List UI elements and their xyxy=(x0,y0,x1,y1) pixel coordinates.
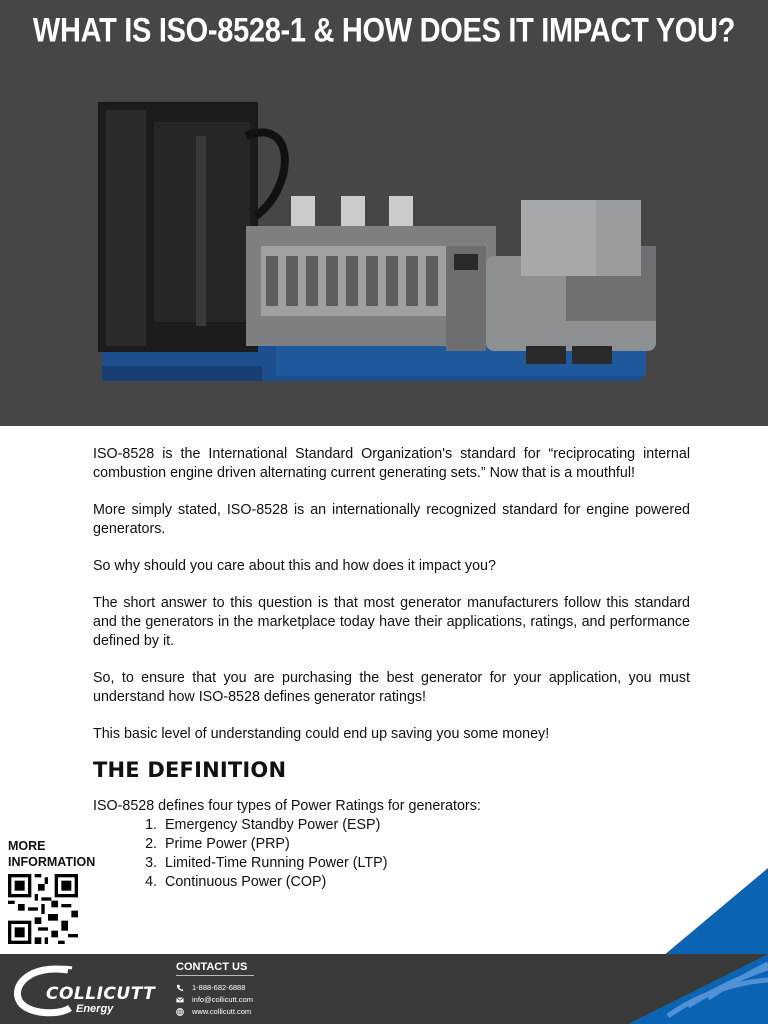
company-logo[interactable] xyxy=(10,962,160,1018)
list-item: 2. Prime Power (PRP) xyxy=(161,835,690,854)
contact-title: CONTACT US xyxy=(176,961,254,976)
logo-wordmark: COLLICUTT xyxy=(46,984,156,1004)
contact-block xyxy=(176,961,254,1018)
footer-bar xyxy=(0,954,768,1024)
envelope-icon xyxy=(176,996,184,1004)
contact-phone[interactable]: 1-888-682-6888 xyxy=(176,982,254,994)
intro-paragraph: More simply stated, ISO-8528 is an internationally recognized standard for engine powered generators. xyxy=(93,502,690,537)
phone-icon xyxy=(176,984,184,992)
intro-paragraph: The short answer to this question is that most generator manufacturers follow this standard and the generators in the marketplace today have their applications, ratings, and performance defined by it. xyxy=(93,595,690,649)
list-item: 1. Emergency Standby Power (ESP) xyxy=(161,816,690,835)
definition-lead: ISO-8528 defines four types of Power Ratings for generators: xyxy=(93,798,481,814)
more-info-label: MORE INFORMATION xyxy=(8,839,96,869)
definition-block xyxy=(93,797,690,892)
qr-code-icon[interactable] xyxy=(8,874,78,944)
intro-paragraph: ISO-8528 is the International Standard Organization's standard for “reciprocating internal combustion engine driven alternating current generating sets.” Now that is a mouthful! xyxy=(93,446,690,481)
globe-icon xyxy=(176,1008,184,1016)
intro-paragraph: This basic level of understanding could end up saving you some money! xyxy=(93,726,550,742)
intro-text xyxy=(93,445,690,762)
generator-image xyxy=(96,96,666,386)
hero-banner xyxy=(0,0,768,426)
list-item: 3. Limited-Time Running Power (LTP) xyxy=(161,854,690,873)
footer-blue-graphic xyxy=(628,954,768,1024)
contact-email[interactable]: info@collicutt.com xyxy=(176,994,254,1006)
intro-paragraph: So, to ensure that you are purchasing the best generator for your application, you must understand how ISO-8528 defines generator ratings! xyxy=(93,670,690,705)
intro-paragraph: So why should you care about this and how does it impact you? xyxy=(93,558,496,574)
list-item: 4. Continuous Power (COP) xyxy=(161,873,690,892)
section-title: THE DEFINITION xyxy=(93,758,287,782)
logo-subtitle: Energy xyxy=(76,1003,114,1015)
ratings-list xyxy=(93,816,690,892)
contact-website[interactable]: www.collicutt.com xyxy=(176,1006,254,1018)
page-title: WHAT IS ISO-8528-1 & HOW DOES IT IMPACT YOU? xyxy=(32,12,736,50)
